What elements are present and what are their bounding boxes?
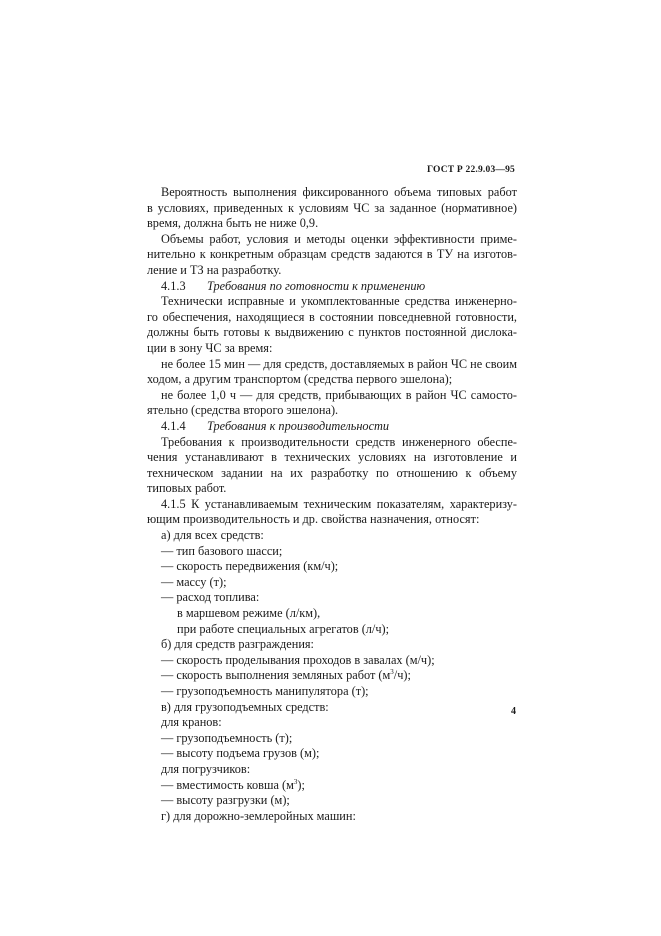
superscript: 3 [293, 777, 298, 786]
paragraph-line: го обеспечения, находящиеся в состоянии повседневной готовности, [147, 309, 517, 324]
paragraph-line: типовых работ. [147, 481, 227, 496]
section-number: 4.1.3 [161, 278, 186, 293]
list-item: — грузоподъемность (т); [161, 730, 293, 745]
paragraph-line: ющим производительность и др. свойства назначения, относят: [147, 512, 480, 527]
superscript: 3 [390, 668, 394, 677]
paragraph-line: должны быть готовы к выдвижению с пунктов постоянной дислока- [147, 325, 517, 340]
list-item [147, 778, 517, 794]
list-item-text: — вместимость ковша (м [161, 777, 294, 792]
list-subitem: при работе специальных агрегатов (л/ч); [177, 621, 390, 636]
list-item: — грузоподъемность манипулятора (т); [161, 684, 369, 698]
paragraph-line: время, должна быть не ниже 0,9. [147, 216, 319, 231]
list-item-text: /ч); [393, 668, 411, 683]
list-item: — высоту подъема грузов (м); [161, 746, 320, 761]
list-item: для кранов: [161, 715, 222, 730]
section-title: Требования к производительности [207, 418, 390, 433]
paragraph-line: Объемы работ, условия и методы оценки эффективности приме- [161, 231, 517, 246]
section-heading-4-1-3 [147, 279, 517, 295]
paragraph-line: ятельно (средства второго эшелона). [147, 403, 339, 418]
page-number: 4 [511, 706, 516, 717]
paragraph-line: 4.1.5 К устанавливаемым техническим показателям, характеризу- [161, 496, 517, 511]
section-heading-4-1-4 [147, 419, 517, 435]
list-item: г) для дорожно-землеройных машин: [161, 808, 356, 823]
list-item-text: — скорость выполнения земляных работ (м [161, 668, 391, 683]
list-item: б) для средств разграждения: [161, 637, 314, 652]
paragraph-line: Вероятность выполнения фиксированного объема типовых работ [161, 185, 517, 199]
section-title: Требования по готовности к применению [207, 278, 426, 293]
list-item: — массу (т); [161, 574, 227, 589]
list-item: — скорость проделывания проходов в завалах (м/ч); [161, 652, 435, 667]
paragraph-line: техническом задании на их разработку по отношению к объему [147, 465, 517, 480]
paragraph-line: нительно к конкретным образцам средств задаются в ТУ на изготов- [147, 247, 517, 262]
list-item: — скорость передвижения (км/ч); [161, 559, 339, 574]
list-subitem: в маршевом режиме (л/км), [177, 606, 321, 621]
paragraph-line: чения устанавливают в технических условиях на изготовление и [147, 450, 517, 465]
list-item: для погрузчиков: [161, 761, 251, 776]
paragraph-line: в условиях, приведенных к условиям ЧС за заданное (нормативное) [147, 200, 517, 215]
paragraph-line: Технически исправные и укомплектованные средства инженерно- [161, 294, 517, 309]
paragraph-line: ции в зону ЧС за время: [147, 340, 273, 355]
list-item: — расход топлива: [161, 590, 260, 605]
paragraph-line: ление и ТЗ на разработку. [147, 262, 282, 277]
paragraph-line: Требования к производительности средств инженерного обеспе- [161, 434, 517, 449]
document-id-header: ГОСТ Р 22.9.03—95 [427, 165, 515, 175]
list-item: в) для грузоподъемных средств: [161, 699, 329, 714]
list-item: — тип базового шасси; [161, 543, 283, 558]
document-body [147, 185, 517, 824]
list-item: — высоту разгрузки (м); [161, 793, 290, 808]
list-item [147, 668, 517, 684]
paragraph-line: ходом, а другим транспортом (средства первого эшелона); [147, 372, 453, 387]
paragraph-line: не более 15 мин — для средств, доставляемых в район ЧС не своим [161, 356, 517, 371]
list-item-text: ); [297, 777, 305, 792]
paragraph-line: не более 1,0 ч — для средств, прибывающих в район ЧС самосто- [161, 387, 517, 402]
list-item: а) для всех средств: [161, 528, 264, 543]
section-number: 4.1.4 [161, 418, 186, 433]
